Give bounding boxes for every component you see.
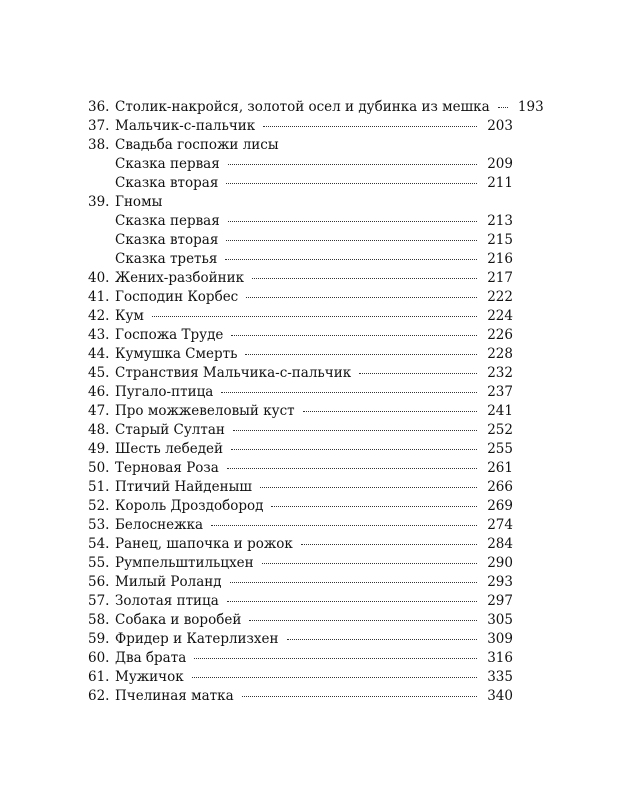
- entry-page-number: 269: [487, 498, 513, 515]
- entry-number: 45.: [88, 365, 110, 382]
- toc-entry: [88, 440, 513, 459]
- entry-number: 54.: [88, 536, 110, 553]
- dot-leader: [301, 543, 477, 545]
- dot-leader: [226, 182, 477, 184]
- entry-page-number: 266: [487, 479, 513, 496]
- entry-page-number: 237: [487, 384, 513, 401]
- dot-leader: [246, 296, 477, 298]
- entry-number: 60.: [88, 650, 110, 667]
- dot-leader: [152, 315, 477, 317]
- entry-title: Сказка третья: [115, 251, 218, 268]
- dot-leader: [226, 239, 477, 241]
- toc-entry: [88, 288, 513, 307]
- entry-title: Сказка вторая: [115, 175, 219, 192]
- entry-page-number: 226: [487, 327, 513, 344]
- dot-leader: [230, 581, 477, 583]
- entry-title: Кум: [115, 308, 144, 325]
- entry-title: Сказка вторая: [115, 232, 219, 249]
- entry-number: 47.: [88, 403, 110, 420]
- dot-leader: [227, 467, 477, 469]
- dot-leader: [498, 106, 508, 108]
- toc-entry: [88, 402, 513, 421]
- toc-entry: [88, 212, 513, 231]
- entry-title: Ранец, шапочка и рожок: [115, 536, 293, 553]
- entry-page-number: 193: [517, 99, 544, 115]
- entry-title: Румпельштильцхен: [115, 555, 254, 572]
- toc-entry: [88, 573, 513, 592]
- toc-entry: [88, 592, 513, 611]
- dot-leader: [242, 695, 477, 697]
- toc-entry: [88, 649, 513, 668]
- toc-entry: [88, 478, 513, 497]
- table-of-contents: [88, 98, 544, 707]
- entry-page-number: 255: [487, 441, 513, 458]
- toc-entry: [88, 250, 513, 269]
- dot-leader: [211, 524, 477, 526]
- entry-number: 40.: [88, 270, 110, 287]
- entry-title: Терновая Роза: [115, 460, 219, 477]
- entry-number: 52.: [88, 498, 110, 515]
- entry-number: 59.: [88, 631, 110, 648]
- dot-leader: [228, 220, 477, 222]
- dot-leader: [245, 353, 477, 355]
- entry-page-number: 213: [487, 213, 513, 230]
- toc-entry: [88, 117, 513, 136]
- entry-title: Пчелиная матка: [115, 688, 234, 705]
- entry-page-number: 209: [487, 156, 513, 173]
- entry-title: Шесть лебедей: [115, 441, 224, 458]
- entry-title: Два брата: [115, 650, 187, 667]
- entry-title: Король Дроздобород: [115, 498, 264, 515]
- entry-page-number: 228: [487, 346, 513, 363]
- entry-number: 50.: [88, 460, 110, 477]
- toc-entry: [88, 459, 513, 478]
- toc-entry: [88, 269, 513, 288]
- entry-number: 48.: [88, 422, 110, 439]
- dot-leader: [227, 600, 477, 602]
- toc-entry: [88, 326, 513, 345]
- entry-page-number: 224: [487, 308, 513, 325]
- entry-title: Госпожа Труде: [115, 327, 224, 344]
- entry-page-number: 211: [487, 175, 513, 192]
- entry-number: 44.: [88, 346, 110, 363]
- toc-entry: [88, 421, 513, 440]
- entry-title: Про можжевеловый куст: [115, 403, 295, 420]
- entry-page-number: 261: [487, 460, 513, 477]
- toc-entry: [88, 193, 513, 212]
- entry-title: Странствия Мальчика-с-пальчик: [115, 365, 352, 382]
- entry-number: 55.: [88, 555, 110, 572]
- dot-leader: [359, 372, 477, 374]
- toc-entry: [88, 174, 513, 193]
- entry-page-number: 290: [487, 555, 513, 572]
- dot-leader: [260, 486, 477, 488]
- entry-title: Господин Корбес: [115, 289, 239, 306]
- dot-leader: [231, 448, 477, 450]
- entry-title: Кумушка Смерть: [115, 346, 238, 363]
- entry-title: Милый Роланд: [115, 574, 222, 591]
- toc-entry: [88, 136, 513, 155]
- entry-number: 51.: [88, 479, 110, 496]
- entry-page-number: 241: [487, 403, 513, 420]
- entry-page-number: 293: [487, 574, 513, 591]
- entry-page-number: 284: [487, 536, 513, 553]
- entry-number: 43.: [88, 327, 110, 344]
- toc-entry: [88, 497, 513, 516]
- entry-page-number: 309: [487, 631, 513, 648]
- entry-title: Белоснежка: [115, 517, 204, 534]
- dot-leader: [194, 657, 477, 659]
- entry-title: Мальчик-с-пальчик: [115, 118, 256, 135]
- dot-leader: [249, 619, 477, 621]
- dot-leader: [233, 429, 477, 431]
- entry-page-number: 297: [487, 593, 513, 610]
- entry-title: Гномы: [115, 194, 163, 211]
- entry-number: 46.: [88, 384, 110, 401]
- entry-number: 62.: [88, 688, 110, 705]
- entry-page-number: 335: [487, 669, 513, 686]
- entry-page-number: 203: [487, 118, 513, 135]
- toc-entry: [88, 98, 544, 117]
- entry-page-number: 340: [487, 688, 513, 705]
- entry-number: 61.: [88, 669, 110, 686]
- toc-entry: [88, 611, 513, 630]
- dot-leader: [263, 125, 477, 127]
- toc-entry: [88, 155, 513, 174]
- entry-title: Птичий Найденыш: [115, 479, 252, 496]
- entry-page-number: 252: [487, 422, 513, 439]
- entry-page-number: 215: [487, 232, 513, 249]
- dot-leader: [192, 676, 477, 678]
- entry-title: Свадьба госпожи лисы: [115, 137, 279, 154]
- entry-number: 56.: [88, 574, 110, 591]
- dot-leader: [262, 562, 477, 564]
- entry-number: 38.: [88, 137, 110, 154]
- toc-entry: [88, 516, 513, 535]
- toc-entry: [88, 307, 513, 326]
- toc-entry: [88, 668, 513, 687]
- dot-leader: [252, 277, 477, 279]
- entry-number: 42.: [88, 308, 110, 325]
- toc-entry: [88, 554, 513, 573]
- entry-page-number: 274: [487, 517, 513, 534]
- entry-number: 36.: [88, 99, 110, 115]
- entry-page-number: 222: [487, 289, 513, 306]
- toc-entry: [88, 630, 513, 649]
- toc-entry: [88, 231, 513, 250]
- entry-title: Старый Султан: [115, 422, 225, 439]
- entry-page-number: 217: [487, 270, 513, 287]
- entry-page-number: 316: [487, 650, 513, 667]
- entry-title: Пугало-птица: [115, 384, 214, 401]
- toc-entry: [88, 535, 513, 554]
- entry-title: Золотая птица: [115, 593, 219, 610]
- entry-title: Жених-разбойник: [115, 270, 245, 287]
- entry-title: Сказка первая: [115, 156, 220, 173]
- toc-entry: [88, 383, 513, 402]
- entry-title: Мужичок: [115, 669, 184, 686]
- entry-page-number: 305: [487, 612, 513, 629]
- toc-entry: [88, 364, 513, 383]
- toc-entry: [88, 687, 513, 706]
- dot-leader: [228, 163, 477, 165]
- entry-title: Собака и воробей: [115, 612, 242, 629]
- entry-title: Сказка первая: [115, 213, 220, 230]
- entry-page-number: 232: [487, 365, 513, 382]
- entry-number: 39.: [88, 194, 110, 211]
- dot-leader: [225, 258, 477, 260]
- entry-title: Столик-накройся, золотой осел и дубинка из мешка: [115, 99, 490, 115]
- dot-leader: [231, 334, 477, 336]
- entry-title: Фридер и Катерлизхен: [115, 631, 279, 648]
- entry-number: 53.: [88, 517, 110, 534]
- dot-leader: [287, 638, 477, 640]
- entry-number: 41.: [88, 289, 110, 306]
- entry-number: 58.: [88, 612, 110, 629]
- dot-leader: [271, 505, 477, 507]
- entry-number: 57.: [88, 593, 110, 610]
- entry-number: 49.: [88, 441, 110, 458]
- entry-page-number: 216: [487, 251, 513, 268]
- entry-number: 37.: [88, 118, 110, 135]
- dot-leader: [303, 410, 477, 412]
- dot-leader: [221, 391, 477, 393]
- toc-entry: [88, 345, 513, 364]
